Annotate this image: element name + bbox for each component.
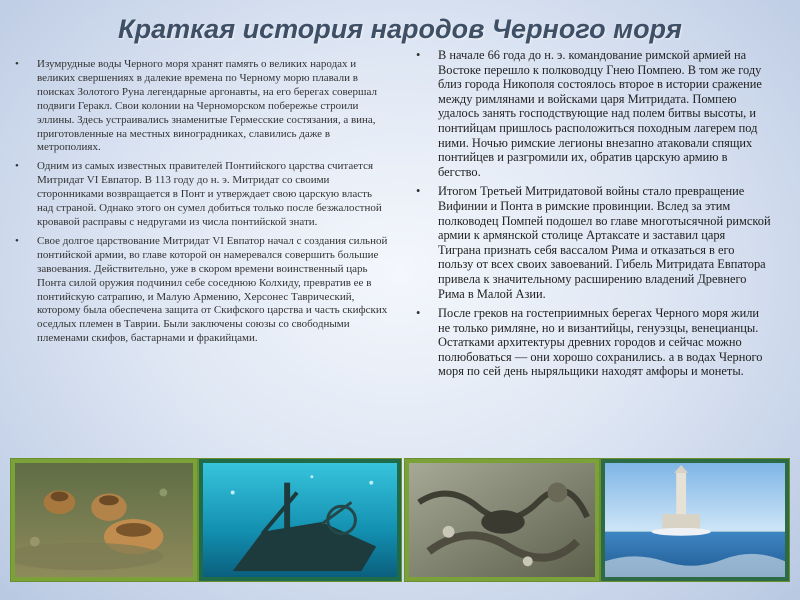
left-text-column: [10, 58, 390, 351]
list-item: [10, 235, 390, 346]
slide-title: Краткая история народов Черного моря: [118, 14, 682, 44]
paragraph-text: Свое долгое царствование Митридат VI Евпатор начал с создания сильной понтийской армии, во главе которой он намеревался совершить большие завоевания. Действительно, уже в скором времени воинственный царь Понта силой оружия подчинил себе соседнюю Колхиду, превратив ее в понтийскую сатрапию, и Малую Армению, Херсонес Таврический, которому была обеспечена защита от Скифского царства и часть скифских оседлых племен в Таврии. Были заключены союзы со свободными племенами скифов, бастарнами и фракийцами.: [37, 234, 388, 345]
paragraph-text: В начале 66 года до н. э. командование римской армией на Востоке перешло к полководцу Гнею Помпею. В том же году близ города Никополя состоялось второе в истории сражение между римлянами и войсками царя Митридата. Помпею удалось занять господствующие над полем битвы высоты, и понтийцам пришлось расположиться походным лагерем под ними. Ночью римские легионы внезапно атаковали спящих понтийцев и разгромили их, обратив царскую армию в бегство.: [438, 48, 762, 179]
shipwreck-image: [203, 463, 397, 577]
amphorae-photo: [10, 458, 198, 582]
paragraph-text: Итогом Третьей Митридатовой войны стало превращение Вифинии и Понта в римские провинции. Вслед за этим полководец Помпей подошел во главе многотысячной римской армии к армянской столице Артаксате и заставил царя Тиграна признать себя вассалом Рима и отказаться в его пользу от всех своих завоеваний. Гибель Митридата Евпатора привела к значительному расширению владений Древнего Рима в Малой Азии.: [438, 184, 771, 301]
shipwreck-photo: [198, 458, 402, 582]
list-item: [411, 306, 771, 379]
bullet: •: [15, 58, 19, 70]
paragraph-text: Одним из самых известных правителей Понтийского царства считается Митридат VI Евпатор. В 113 году до н. э. Митридат со своими сторонниками возвращается в Понт и утверждает свою царскую власть над страной. Однако этого он сумел добиться только после безжалостной кровавой расправы с недругами из числа понтийской знати.: [37, 160, 382, 228]
paragraph-text: Изумрудные воды Черного моря хранят память о великих народах и великих свершениях в далекие времена по Черному морю плавали в поисках Золотого Руна легендарные аргонавты, на его берегах совершал подвиги Геракл. Свои колонии на Черноморском побережье строили эллины. Здесь устраивались знаменитые Гермесские состязания, а вина, приготовленные на местных виноградниках, славились даже в метрополиях.: [37, 58, 377, 154]
list-item: [411, 184, 771, 301]
list-item: [10, 160, 390, 230]
seabed-artifacts-image: [409, 463, 595, 577]
seabed-artifacts-photo: [404, 458, 600, 582]
bullet: •: [15, 234, 19, 247]
list-item: [10, 58, 390, 155]
bullet: •: [416, 184, 421, 199]
right-text-column: [411, 48, 771, 384]
amphorae-image: [15, 463, 193, 577]
paragraph-text: После греков на гостеприимных берегах Черного моря жили не только римляне, но и византийцы, генуэзцы, венецианцы. Остатками архитектуры древних городов и сейчас можно полюбоваться — они хорошо сохранились. а в водах Черного моря по сей день ныряльщики находят амфоры и монеты.: [438, 306, 763, 379]
lighthouse-image: [605, 463, 785, 577]
bullet: •: [15, 160, 19, 173]
bullet: •: [416, 48, 421, 62]
lighthouse-photo: [600, 458, 790, 582]
list-item: [411, 48, 771, 179]
bullet: •: [416, 306, 421, 321]
